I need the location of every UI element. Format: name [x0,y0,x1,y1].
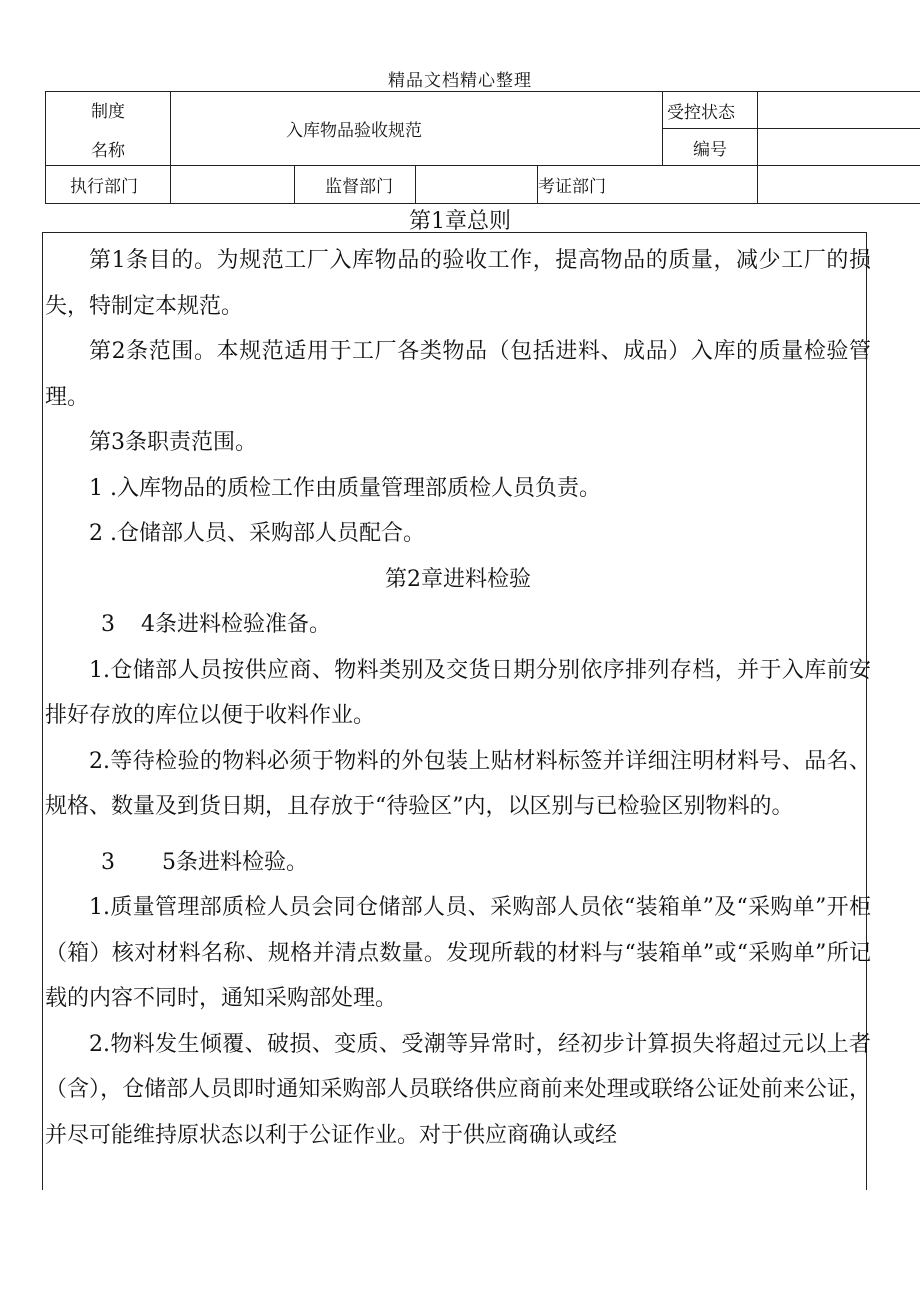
article-4-number: 3 [101,612,115,637]
number-label: 编号 [663,129,758,166]
article-5-heading [45,840,871,886]
name-label-line2: 名称 [91,140,125,161]
chapter-1-title: 第1章总则 [409,209,511,234]
article-5-text: 5条进料检验。 [162,849,308,875]
article-2: 第2条范围。本规范适用于工厂各类物品（包括进料、成品）入库的质量检验管理。 [45,339,871,410]
exec-dept-label: 执行部门 [46,166,171,204]
page-header: 精品文档精心整理 [388,71,532,91]
number-value [758,129,920,166]
article-4-heading [45,602,871,648]
article-4-text: 4条进料检验准备。 [141,612,331,637]
supervise-dept-value [416,166,538,204]
article-5-item-1: 1.质量管理部质检人员会同仓储部人员、采购部人员依“装箱单”及“采购单”开柜（箱）核对材料名称、规格并清点数量。发现所载的材料与“装箱单”或“采购单”所记载的内容不同时，通知采购部处理。 [45,895,871,1011]
exam-dept-value [758,166,920,204]
article-1: 第1条目的。为规范工厂入库物品的验收工作，提高物品的质量，减少工厂的损失，特制定本规范。 [45,248,871,319]
document-body [45,238,871,1158]
article-5-item-2: 2.物料发生倾覆、破损、变质、受潮等异常时，经初步计算损失将超过元以上者（含），仓储部人员即时通知采购部人员联络供应商前来处理或联络公证处前来公证，并尽可能维持原状态以利于公证作业。对于供应商确认或经 [45,1031,871,1148]
name-label-cell [46,92,171,166]
name-label-line1: 制度 [91,101,125,122]
article-3-item-1: 1 .入库物品的质检工作由质量管理部质检人员负责。 [89,475,601,501]
article-4-item-2: 2.等待检验的物料必须于物料的外包装上贴材料标签并详细注明材料号、品名、规格、数量及到货日期，且存放于“待验区”内，以区别与已检验区别物料的。 [45,748,871,819]
regulation-info-table [45,91,920,204]
exec-dept-value [171,166,295,204]
chapter-2-title: 第2章进料检验 [385,566,531,592]
supervise-dept-label: 监督部门 [295,166,416,204]
article-3-item-2: 2 .仓储部人员、采购部人员配合。 [89,521,425,546]
control-status-value [758,92,920,129]
article-5-number: 3 [101,849,115,875]
control-status-label: 受控状态 [663,92,758,129]
article-3: 第3条职责范围。 [89,430,257,455]
article-4-item-1: 1.仓储部人员按供应商、物料类别及交货日期分别依序排列存档，并于入库前安排好存放的库位以便于收料作业。 [45,657,871,728]
exam-dept-label: 考证部门 [538,166,758,204]
regulation-title: 入库物品验收规范 [171,92,663,166]
